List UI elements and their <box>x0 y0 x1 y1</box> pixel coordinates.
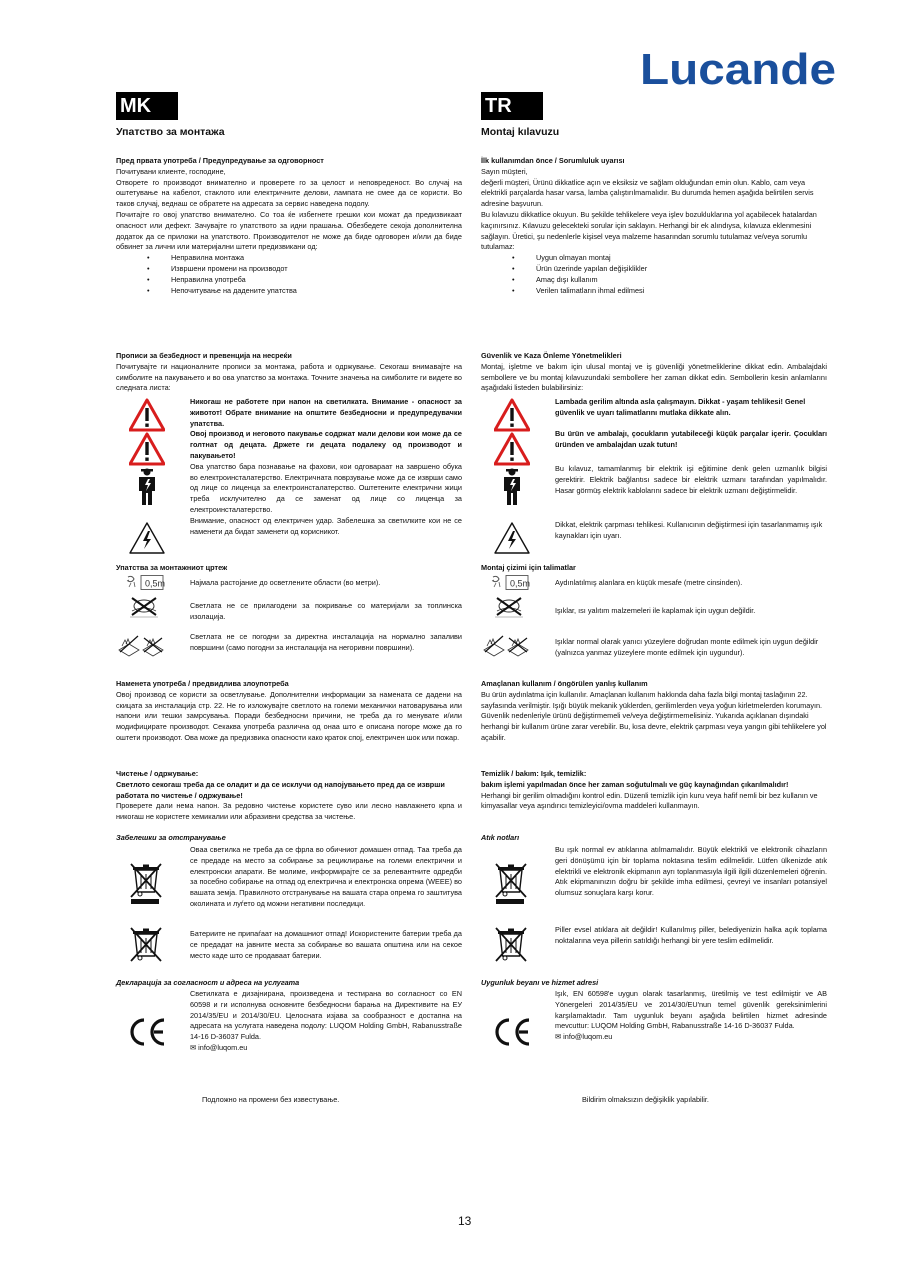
lucande-logo <box>640 46 836 94</box>
distance-icon <box>491 575 531 591</box>
tr-warn1 <box>555 397 827 419</box>
tr-disposal-t1 <box>555 845 827 899</box>
envelope-icon: ✉ <box>190 1042 197 1052</box>
mk-email[interactable]: info@luqom.eu <box>198 1042 248 1052</box>
tr-first-use-p1: Sayın müşteri, <box>481 166 528 176</box>
list-item: • Извршени промени на производот <box>116 264 462 275</box>
tr-safety-section <box>481 351 827 394</box>
tr-usage-text: Bu ürün aydınlatma için kullanılır. Amaçlanan kullanım hakkında daha fazla bilgi montaj taslağının 22. sayfasında verilmiştir. Işığı büyük mekanik yüklerden, gerilimlerden veya yoğun kirletmelerden korumayın. Güvenlik nedenleriyle ürünü değiştirmemeli ve/veya değiştirmemelisiniz. Yukarıda açıklanan dışındaki herhangi bir kullanım ürüne zarar verebilir. Bu, kısa devre, elektrik çarpması veya yangın gibi tehlikelere yol açabilir. <box>481 689 827 742</box>
tr-drawing-r3 <box>555 637 827 659</box>
tr-shock <box>555 520 827 542</box>
mk-disposal-t2 <box>190 929 462 961</box>
mk-drawing-r1-text: Најмала растојание до осветлените области (во метри). <box>190 578 381 587</box>
svg-text:0,5m: 0,5m <box>145 578 166 589</box>
mk-drawing-r2-text: Светлата не се прилагодени за покривање со материјали за топлинска изолација. <box>190 601 462 621</box>
warning-icon <box>129 432 165 466</box>
tr-safety-intro: Montaj, işletme ve bakım için ulusal montaj ve iş güvenliği yönetmeliklerine dikkat edin. Ambalajdaki sembollere ve bu montaj kılavuzundaki sembollere her zaman dikkat edin. Sembollerin kesin anlamlarını aşağıdaki listeden bulabilirsiniz: <box>481 361 827 393</box>
tr-drawing-heading-wrap <box>481 563 827 574</box>
mk-warn-small-parts: Овој производ и неговото пакување содржат мали делови кои може да се голтнат од децата. Држете ги децата подалеку од производот и пакувањето! <box>190 429 462 460</box>
mk-cleaning-heading: Чистење / одржување: <box>116 769 199 778</box>
tr-liability-list <box>481 253 827 296</box>
mk-conformity-heading: Декларација за согласност и адреса на услугата <box>116 978 300 987</box>
mk-liability-list <box>116 253 462 296</box>
tr-disposal-t1-text: Bu ışık normal ev atıklarına atılmamalıdır. Büyük elektrikli ve elektronik cihazların geri dönüşümü için bir toplama noktasına teslim edilmelidir. Lütfen ülkenizde atık elektrikli ve elektronik ekipmanın ayrı toplanmasıyla ilgili ilgili düzenlemeleri öğrenin. Atık ekipmanınızın doğru bir şekilde imha edilmesi, çevreyi ve insanları potansiyel olumsuz sonuçlara karşı korur. <box>555 845 827 898</box>
page-number: 13 <box>458 1214 472 1228</box>
electric-shock-icon <box>129 521 165 555</box>
no-insulation-icon <box>126 595 162 619</box>
mk-drawing-r1 <box>190 578 462 589</box>
mk-safety-intro: Почитувајте ги националните прописи за монтажа, работа и одржување. Секогаш внимавајте на симболите на пакувањето и во ова упатство за монтажа. Точните значења на симболите ги видете во следната листа: <box>116 361 462 393</box>
tr-warn-voltage: Lambada gerilim altında asla çalışmayın. Dikkat - yaşam tehlikesi! Genel güvenlik ve uyarı talimatlarını mutlaka dikkate alın. <box>555 397 806 417</box>
tr-email[interactable]: info@luqom.eu <box>563 1032 613 1042</box>
electric-shock-icon <box>494 521 530 555</box>
list-item: • Verilen talimatların ihmal edilmesi <box>481 286 827 297</box>
weee-bar <box>496 899 524 904</box>
tr-disposal-t2 <box>555 925 827 947</box>
envelope-icon: ✉ <box>555 1032 562 1042</box>
tr-drawing-r1 <box>555 578 827 589</box>
tr-disposal-heading-wrap <box>481 833 827 844</box>
tr-electrician-text: Bu kılavuz, tamamlanmış bir elektrik işi eğitimine denk gelen uzmanlık bilgisi gerektirir. Elektrik bağlantısı sadece bir elektrik uzmanı tarafından yapılmalıdır. Hasar görmüş elektrik kablolarını sadece bir elektrik uzmanı değiştirmelidir. <box>555 464 827 495</box>
tr-warn-small-parts: Bu ürün ve ambalajı, çocukların yutabileceği küçük parçalar içerir. Çocukları üründen ve ambalajdan uzak tutun! <box>555 429 827 449</box>
tr-email-line <box>555 1032 827 1043</box>
mk-disposal-heading: Забелешки за отстранување <box>116 833 226 842</box>
svg-text:Lucande: Lucande <box>640 46 836 94</box>
language-badge-tr: TR <box>481 92 543 120</box>
tr-cleaning-heading: Temizlik / bakım: Işık, temizlik: <box>481 769 587 778</box>
tr-electrician <box>555 464 827 496</box>
warning-icon <box>129 398 165 432</box>
mk-title: Упатство за монтажа <box>116 126 225 138</box>
mk-first-use-p3: Почитајте го овој упатство внимателно. Со тоа ќе избегнете грешки кои можат да предизвикаат опасност или дефект. Зачувајте го упатството за идни прашања. Обезбедете секоја дополнителна додаток да се приложи на упатството. Производителот не може да биде одговорен и/или да биде обвинет за лични или материјални штети предизвикани од: <box>116 209 462 252</box>
ce-mark-icon <box>127 1016 171 1048</box>
mk-usage-section <box>116 679 462 744</box>
tr-drawing-r2-text: Işıklar, ısı yalıtım malzemeleri ile kaplamak için uygun değildir. <box>555 606 756 615</box>
battery-bin-icon <box>129 926 163 962</box>
tr-usage-section <box>481 679 827 744</box>
tr-column <box>481 126 827 296</box>
flammable-surface-icon <box>483 630 531 658</box>
mk-safety-symbols <box>190 397 462 537</box>
tr-drawing-r3-text: Işıklar normal olarak yanıcı yüzeylere doğrudan monte edilmek için uygun değildir (yalnızca yanmaz yüzeylere monte edilmek için uygundur). <box>555 637 819 657</box>
tr-safety-heading: Güvenlik ve Kaza Önleme Yönetmelikleri <box>481 351 622 360</box>
list-item: • Неправилна монтажа <box>116 253 462 264</box>
list-item: • Uygun olmayan montaj <box>481 253 827 264</box>
mk-drawing-r3 <box>190 632 462 654</box>
distance-icon <box>126 575 166 591</box>
mk-column <box>116 126 462 296</box>
mk-first-use-p2: Отворете го производот внимателно и проверете го за целост и неповреденост. Во случај на оштетување на кабелот, стаклото или електричните делови, лампата не смее да се користи. Во таков случај, веднаш се обратете на адресата за сервис наведена подолу. <box>116 177 462 209</box>
mk-usage-heading: Наменета употреба / предвидлива злоупотреба <box>116 679 289 688</box>
tr-cleaning-section <box>481 769 827 812</box>
tr-first-use-p3: Bu kılavuzu dikkatlice okuyun. Bu şekilde tehlikelere veya işlev bozukluklarına yol açabilecek hatalardan kaçınırsınız. Kılavuzu gelecekteki sorular için saklayın. Herhangi bir ek alındıysa, kılavuza eklenmesini sağlayın. Üretici, şu nedenlerle kişisel veya malzeme hasarından sorumlu tutulamaz ve/veya sorumlu tutulamaz: <box>481 209 817 252</box>
flammable-surface-icon <box>118 630 166 658</box>
tr-shock-text: Dikkat, elektrik çarpması tehlikesi. Kullanıcının değiştirmesi için tasarlanmamış ışık kaynakları için uyarı. <box>555 520 823 540</box>
mk-safety-heading: Прописи за безбедност и превенција на несреќи <box>116 351 292 360</box>
ce-mark-icon <box>492 1016 536 1048</box>
mk-conformity-text: Светилката е дизајнирана, произведена и тестирана во согласност со EN 60598 и ги исполнува основните безбедносни барања на Директивите на ЕУ 2014/35/EU и 2014/30/EU. Целосната изјава за сообразност е достапна на адресата на услугата наведена подолу: LUQOM Holding GmbH, Rabanusstraße 14-16 D-36037 Fulda. <box>190 989 462 1042</box>
tr-conformity-heading: Uygunluk beyanı ve hizmet adresi <box>481 978 599 987</box>
mk-disposal-t2-text: Батериите не припаѓаат на домашниот отпад! Искористените батерии треба да се предадат на јавните места за собирање во вашата општина или на секое место каде што се продаваат батерии. <box>190 929 462 960</box>
mk-cleaning-text: Проверете дали нема напон. За редовно чистење користете суво или лесно навлажнето крпа и никогаш не користете хемикалии или абразивни средства за чистење. <box>116 801 462 822</box>
list-item: • Ürün üzerinde yapılan değişiklikler <box>481 264 827 275</box>
mk-conformity <box>190 989 462 1054</box>
electrician-icon <box>500 468 524 506</box>
electrician-icon <box>135 468 159 506</box>
mk-disposal-t1 <box>190 845 462 910</box>
tr-conformity <box>555 989 827 1043</box>
mk-drawing-heading-wrap <box>116 563 462 574</box>
tr-cleaning-bold: bakım işlemi yapılmadan önce her zaman soğutulmalı ve güç kaynağından çıkarılmalıdır! <box>481 779 789 789</box>
mk-disposal-heading-wrap <box>116 833 462 844</box>
battery-bin-icon <box>494 926 528 962</box>
mk-first-use-p1: Почитувани клиенте, господине, <box>116 166 226 176</box>
mk-drawing-r3-text: Светлата не се погодни за директна инсталација на нормално запаливи површини (само погодни за инсталација на негоривни површини). <box>190 632 462 652</box>
mk-cleaning-bold: Светлото секогаш треба да се оладит и да се исклучи од напојувањето пред да се изврши работата по чистење / одржување! <box>116 779 445 800</box>
mk-drawing-heading: Упатства за монтажниот цртеж <box>116 563 228 572</box>
tr-first-use-p2: değerli müşteri, Ürünü dikkatlice açın ve eksiksiz ve sağlam olduğundan emin olun. Kablo, cam veya elektrikli parçalarda hasar varsa, lamba çalıştırılmamalıdır. Bu durumda hemen aşağıda belirtilen servis adresine başvurun. <box>481 177 814 209</box>
tr-drawing-heading: Montaj çizimi için talimatlar <box>481 563 576 572</box>
mk-footer: Подложно на промени без известување. <box>202 1095 340 1104</box>
tr-conformity-text: Işık, EN 60598'e uygun olarak tasarlanmış, üretilmiş ve test edilmiştir ve AB Yönergeleri 2014/35/EU ve 2014/30/EU'nun temel güvenlik gereksinimlerini karşılamaktadır. Tam uygunluk beyanı aşağıda belirtilen hizmet adresinde mevcuttur: LUQOM Holding GmbH, Rabanusstraße 14-16 D-36037 Fulda. <box>555 989 827 1031</box>
language-badge-mk: MK <box>116 92 178 120</box>
tr-title: Montaj kılavuzu <box>481 126 560 138</box>
tr-drawing-r2 <box>555 606 827 617</box>
mk-electrician-text: Ова упатство бара познавање на фахови, кои одговараат на завршено обука во електроинсталатерство. Електричната поврзување може да се изврши само од лице со лиценца за електроинсталатерство. Оштетените електрични жици треба исклучително да се заменат од лице со лиценца за електроинсталатерство. <box>190 461 462 514</box>
weee-bin-icon <box>129 862 163 898</box>
svg-text:0,5m: 0,5m <box>510 578 531 589</box>
mk-drawing-r2 <box>190 601 462 623</box>
weee-bin-icon <box>494 862 528 898</box>
mk-usage-text: Овој производ се користи за осветлување. Дополнителни информации за намената се дадени на скицата за инсталација стр. 22. Не го изложувајте светлото на големи механички натоварувања или напони или тешки замрсувања. Поради безбедносни причини, не треба да го менувате и/или модифицирате производот. Секаква употреба различна од онаа што е описана погоре може да го оштети производот. Ова може да предизвика опасности како краток спој, електричен шок или пожар. <box>116 689 462 742</box>
mk-shock-text: Внимание, опасност од електричен удар. Забелешка за светилките кои не се наменети да бидат заменети од корисникот. <box>190 515 462 536</box>
mk-first-use-heading: Пред првата употреба / Предупредување за одговорност <box>116 156 324 165</box>
mk-email-line <box>190 1043 462 1054</box>
tr-drawing-r1-text: Aydınlatılmış alanlara en küçük mesafe (metre cinsinden). <box>555 578 743 587</box>
warning-icon <box>494 398 530 432</box>
list-item: • Неправилна употреба <box>116 275 462 286</box>
list-item: • Непочитување на дадените упатства <box>116 286 462 297</box>
warning-icon <box>494 432 530 466</box>
mk-warn-voltage: Никогаш не работете при напон на светилката. Внимание - опасност за животот! Обрате внимание на општите безбедносни и предупредувачки упатства. <box>190 397 462 428</box>
mk-disposal-t1-text: Оваа светилка не треба да се фрла во обичниот домашен отпад. Таа треба да се предаде на место за собирање за рециклирање на големи електрични и електронски апарати. Ве молиме, информирајте се за релевантните одредби за посебно собирање на отпад од електрична и електронска опрема (WEEE) во вашата земја. Правилното отстранување на вашата стара опрема го заштитува околината и луѓето од можни негативни последици. <box>190 845 462 908</box>
tr-disposal-t2-text: Piller evsel atıklara ait değildir! Kullanılmış piller, belediyenizin halka açık toplama noktalarına veya pillerin satıldığı herhangi bir yere teslim edilmelidir. <box>555 925 827 945</box>
weee-bar <box>131 899 159 904</box>
tr-usage-heading: Amaçlanan kullanım / öngörülen yanlış kullanım <box>481 679 648 688</box>
mk-conformity-heading-wrap <box>116 978 462 989</box>
no-insulation-icon <box>491 595 527 619</box>
tr-first-use-heading: İlk kullanımdan önce / Sorumluluk uyarısı <box>481 156 625 165</box>
tr-cleaning-text: Herhangi bir gerilim olmadığını kontrol edin. Düzenli temizlik için kuru veya hafif nemli bir bez kullanın ve kimyasallar veya aşındırıcı temizleyici/ovma maddeleri kullanmayın. <box>481 790 818 811</box>
mk-safety-section <box>116 351 462 394</box>
list-item: • Amaç dışı kullanım <box>481 275 827 286</box>
tr-warn2 <box>555 429 827 451</box>
mk-cleaning-section <box>116 769 462 823</box>
tr-footer: Bildirim olmaksızın değişiklik yapılabilir. <box>582 1095 709 1104</box>
tr-disposal-heading: Atık notları <box>481 833 520 842</box>
tr-conformity-heading-wrap <box>481 978 827 989</box>
